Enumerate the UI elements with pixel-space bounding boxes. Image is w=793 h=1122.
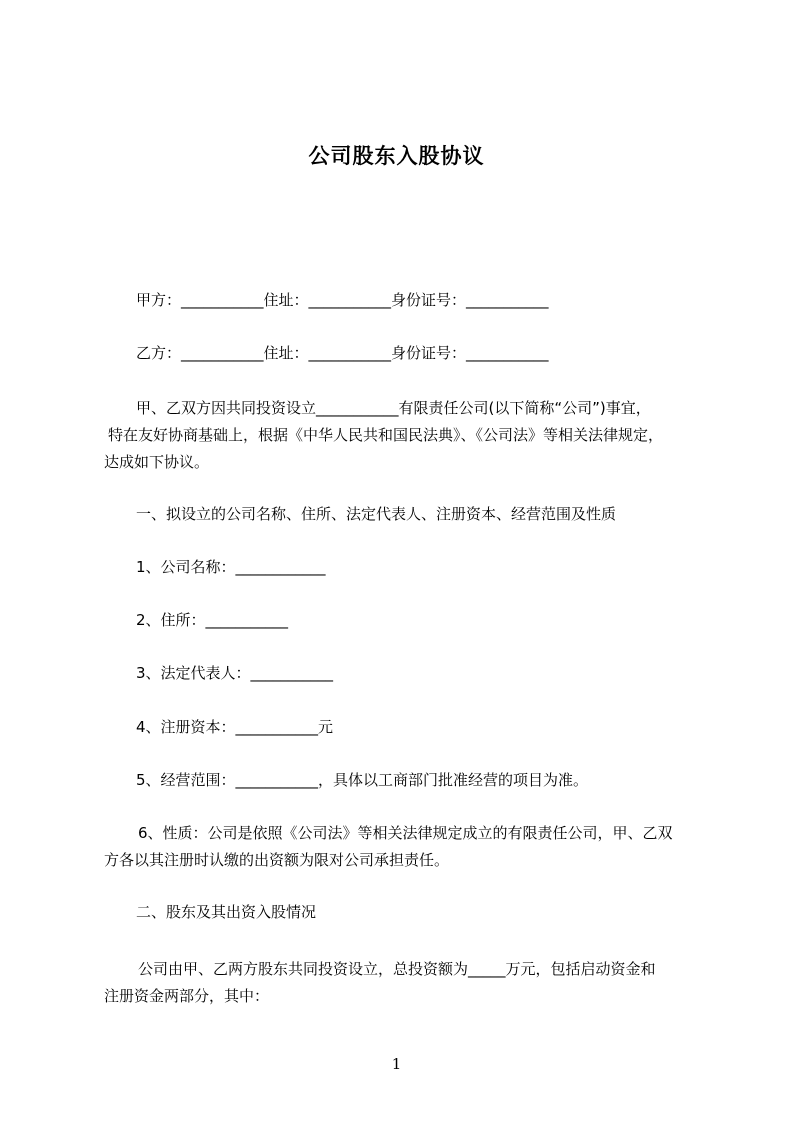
item-business-scope: 5、经营范围：___________，具体以工商部门批准经营的项目为准。	[136, 771, 589, 789]
item-nature-paragraph	[104, 820, 704, 874]
party-b-line: 乙方：___________住址：___________身份证号：___________	[136, 344, 549, 362]
section-2-heading: 二、股东及其出资入股情况	[136, 903, 317, 921]
section-2-line-2	[104, 983, 704, 1010]
preamble-line-1	[104, 395, 704, 422]
section-2-text-2: 注册资金两部分，其中：	[104, 987, 270, 1005]
item-nature-text-2: 方各以其注册时认缴的出资额为限对公司承担责任。	[104, 851, 450, 869]
document-title: 公司股东入股协议	[308, 144, 485, 168]
section-2-paragraph	[104, 956, 704, 1010]
party-a-line: 甲方：___________住址：___________身份证号：___________	[136, 291, 549, 309]
item-address: 2、住所：___________	[136, 611, 289, 629]
section-2-line-1	[104, 956, 704, 983]
item-legal-representative: 3、法定代表人：___________	[136, 664, 334, 682]
item-nature-text-1: 6、性质：公司是依照《公司法》等相关法律规定成立的有限责任公司，甲、乙双	[138, 824, 673, 842]
section-1-heading: 一、拟设立的公司名称、住所、法定代表人、注册资本、经营范围及性质	[136, 505, 617, 523]
preamble-text-2: 特在友好协商基础上，根据《中华人民共和国民法典》、《公司法》等相关法律规定，	[108, 426, 664, 444]
page-number: 1	[391, 1055, 402, 1073]
item-company-name: 1、公司名称：____________	[136, 558, 326, 576]
preamble-text-1: 甲、乙双方因共同投资设立___________有限责任公司(以下简称“公司”)事宜，	[136, 399, 651, 417]
preamble-line-3	[104, 449, 704, 476]
item-nature-line-2	[104, 847, 704, 874]
section-2-text-1: 公司由甲、乙两方股东共同投资设立，总投资额为_____万元，包括启动资金和	[138, 960, 656, 978]
item-nature-line-1	[104, 820, 704, 847]
preamble-text-3: 达成如下协议。	[104, 453, 210, 471]
item-registered-capital: 4、注册资本：___________元	[136, 718, 334, 736]
preamble-paragraph	[104, 395, 704, 476]
preamble-line-2	[104, 422, 704, 449]
